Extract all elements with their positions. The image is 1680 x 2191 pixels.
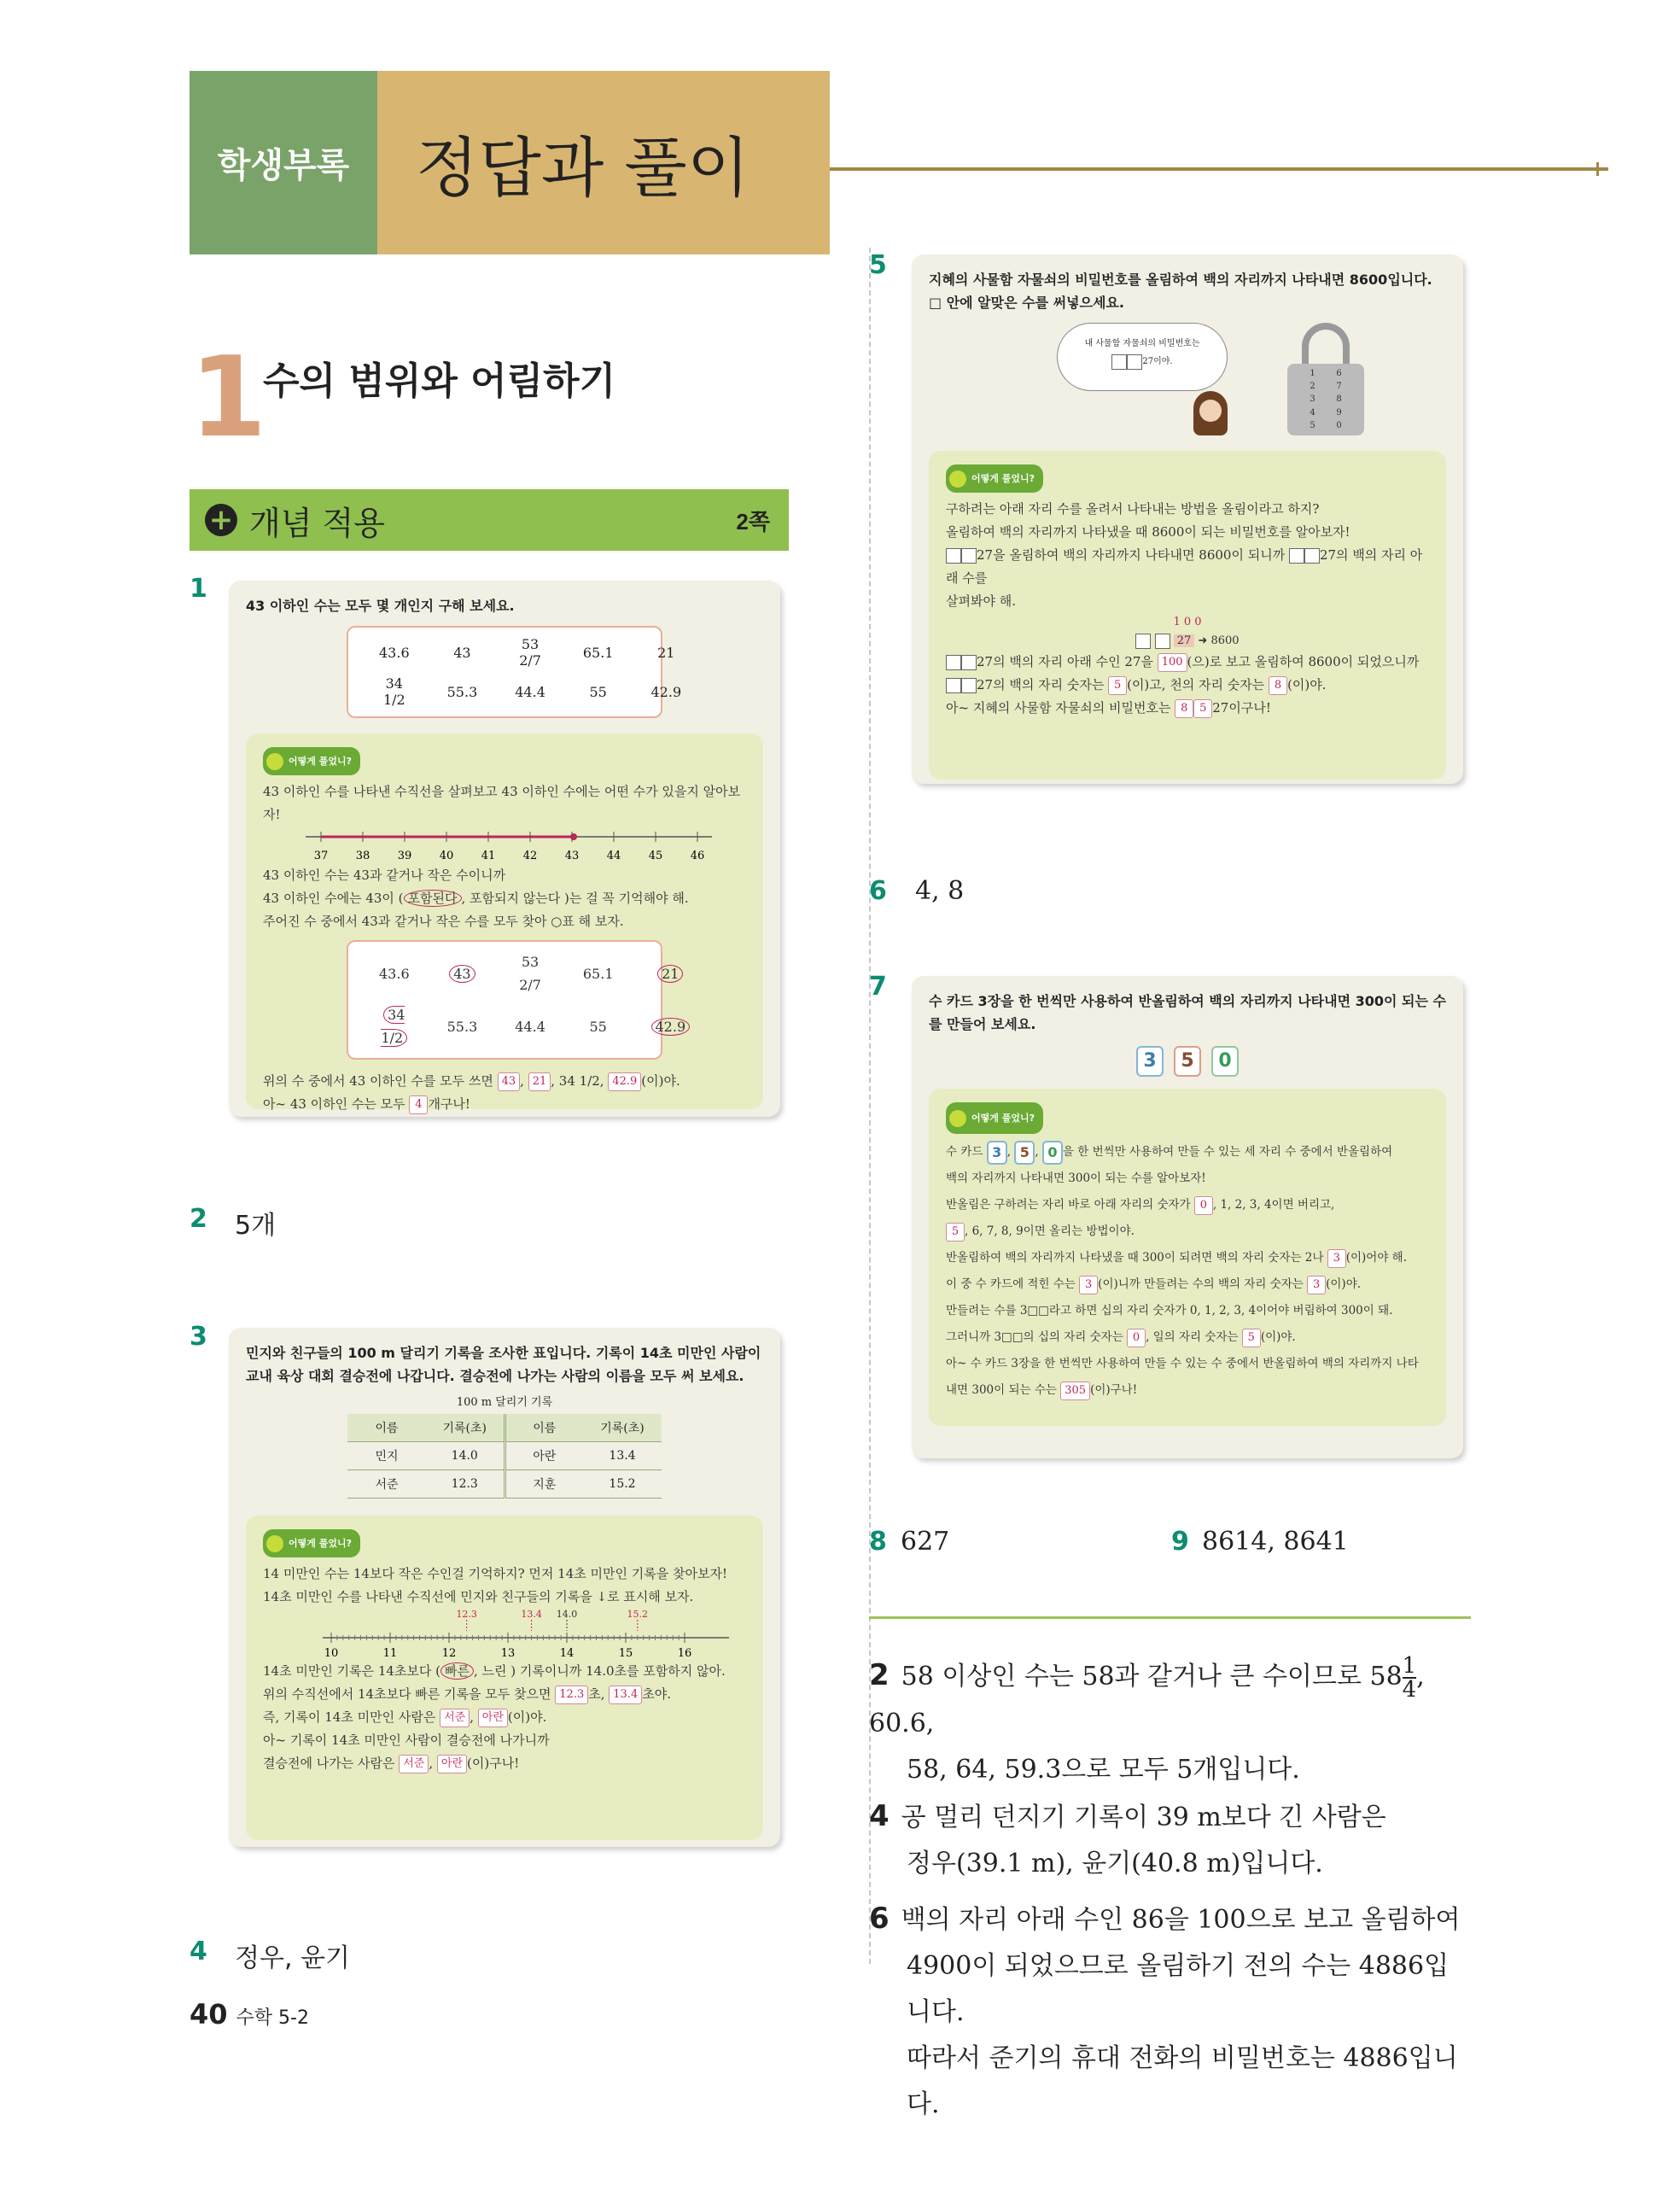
q1-value: 53 2/7 [519, 636, 541, 669]
q5-how-h6: 27의 백의 자리 숫자는 5 (이)고, 천의 자리 숫자는 8 (이)야. [946, 674, 1429, 697]
apple-icon [949, 470, 966, 488]
q9-number: 9 [1171, 1527, 1189, 1557]
solution-4-line2: 정우(39.1 m), 윤기(40.8 m)입니다. [907, 1849, 1323, 1878]
table-header: 이름 [505, 1414, 583, 1442]
tick-label: 46 [690, 850, 705, 862]
q1-value: 34 1/2 [382, 675, 405, 708]
q3-how-h4: 위의 수직선에서 14초보다 빠른 기록을 모두 찾으면 12.3 초, 13.4 초야. [263, 1683, 746, 1706]
how-badge: 어떻게 풀었니? [946, 464, 1043, 493]
record-mark-label: 12.3 [456, 1609, 477, 1620]
q7-how-panel [929, 1089, 1446, 1426]
tick-label: 11 [382, 1647, 398, 1660]
circled-answer: 빠른 [440, 1662, 474, 1680]
q7-how-h7: 만들려는 수를 3□□라고 하면 십의 자리 숫자가 0, 1, 2, 3, 4이어야 버림하여 300이 돼. [946, 1304, 1393, 1318]
answer-box: 3 [1079, 1276, 1098, 1294]
answer-box: 0 [1194, 1196, 1213, 1215]
answer-box: 4 [409, 1096, 428, 1114]
answer-box: 5 [1193, 699, 1212, 718]
q3-how-panel [246, 1516, 763, 1840]
q5-illustration [929, 314, 1446, 451]
q1-how-l4: 위의 수 중에서 43 이하인 수를 모두 쓰면 43 , 21 , 34 1/2, 42.9 (이)야. [263, 1070, 746, 1093]
answer-box: 100 [1158, 653, 1187, 672]
answer-box: 5 [946, 1223, 965, 1242]
table-header: 이름 [347, 1414, 426, 1442]
speech-bubble: 내 사물함 자물쇠의 비밀번호는 27이야. [1057, 323, 1228, 391]
q3-how-h1: 14 미만인 수는 14보다 작은 수인걸 기억하지? 먼저 14초 미만인 기록을 찾아보자! [263, 1566, 727, 1581]
tick-label: 45 [648, 850, 663, 862]
q1-how-panel [246, 733, 763, 1112]
q1-how-l2: 43 이하인 수에는 43이 ( 포함된다 , 포함되지 않는다 )는 걸 꼭 기억해야 해. [263, 891, 689, 906]
q5-card [912, 254, 1463, 784]
number-line-svg [306, 827, 715, 864]
q1-value: 53 2/7 [519, 954, 541, 993]
section-title: 개념 적용 [249, 504, 385, 542]
tick-label: 10 [324, 1647, 339, 1660]
page-title: 정답과 풀이 [377, 71, 830, 254]
record-mark-label: 13.4 [521, 1609, 542, 1620]
girl-icon [1193, 391, 1228, 435]
q7-how-h3: 반올림은 구하려는 자리 바로 아래 자리의 숫자가 0 , 1, 2, 3, 4이면 버리고, [946, 1192, 1429, 1218]
q8-answer: 627 [901, 1527, 950, 1557]
q1-value: 43 [453, 644, 471, 661]
q5-how-h3: 27을 올림하여 백의 자리까지 나타내면 8600이 되니까 27의 백의 자리 아래 수를 [946, 547, 1423, 586]
q1-value: 55.3 [446, 683, 478, 700]
lock-icon: 1 6 2 7 3 8 4 9 5 0 [1287, 323, 1364, 434]
tick-label: 37 [313, 850, 329, 862]
q8-number: 8 [869, 1527, 887, 1557]
tick-label: 43 [564, 850, 580, 862]
solution-6: 6 백의 자리 아래 수인 86을 100으로 보고 올림하여 [869, 1902, 1461, 1936]
number-card: 5 [1174, 1046, 1201, 1077]
q3-number-line [263, 1609, 746, 1660]
supplement-badge: 학생부록 [190, 71, 377, 254]
solution-divider [869, 1616, 1471, 1619]
table-row: 서준 12.3 지훈 15.2 [347, 1470, 662, 1499]
solution-6-line2: 4900이 되었으므로 올림하기 전의 수는 4886입니다. [907, 1951, 1450, 2027]
q3-question: 민지와 친구들의 100 m 달리기 기록을 조사한 표입니다. 기록이 14초 미만인 사람이 교내 육상 대회 결승전에 나갑니다. 결승전에 나가는 사람의 이름을 모두 써 보세요. [246, 1345, 761, 1384]
q7-cards [929, 1046, 1446, 1077]
tick-label: 16 [677, 1647, 692, 1660]
tick-label: 41 [481, 850, 496, 862]
record-mark-label: 15.2 [627, 1609, 649, 1620]
q3-number: 3 [190, 1322, 207, 1352]
answer-box: 서준 [440, 1709, 470, 1727]
section-page-ref: 2쪽 [736, 508, 770, 535]
q1-value: 42.9 [650, 683, 682, 700]
solution-4: 4 공 멀리 던지기 기록이 39 m보다 긴 사람은 [869, 1799, 1386, 1833]
q7-how-h6: 이 중 수 카드에 적힌 수는 3 (이)니까 만들려는 수의 백의 자리 숫자는 3 (이)야. [946, 1271, 1429, 1298]
q7-how-h9: 아~ 수 카드 3장을 한 번씩만 사용하여 만들 수 있는 수 중에서 반올림하여 백의 자리까지 나타 [946, 1357, 1419, 1370]
q7-how-h2: 백의 자리까지 나타내면 300이 되는 수를 알아보자! [946, 1171, 1206, 1185]
answer-box: 아란 [478, 1709, 508, 1727]
answer-box: 0 [1127, 1329, 1146, 1347]
q7-how-h5: 반올림하여 백의 자리까지 나타냈을 때 300이 되려면 백의 자리 숫자는 2나 3 (이)어야 해. [946, 1245, 1429, 1271]
answer-box: 13.4 [609, 1686, 642, 1704]
how-label: 어떻게 풀었니? [289, 756, 352, 767]
q7-card [912, 976, 1463, 1458]
q7-number: 7 [869, 972, 887, 1002]
q1-number-line [263, 827, 746, 864]
answer-box: 3 [1327, 1249, 1346, 1268]
answer-box: 12.3 [555, 1686, 588, 1704]
q1-how-l5: 아~ 43 이하인 수는 모두 4 개구나! [263, 1093, 746, 1116]
tick-label: 40 [439, 850, 454, 862]
q2-answer: 5개 [235, 1211, 277, 1241]
tick-label: 12 [441, 1647, 457, 1660]
blank-box [1111, 354, 1127, 370]
chapter-title: 수의 범위와 어림하기 [263, 359, 616, 403]
q1-value: 44.4 [515, 683, 545, 700]
tick-label: 14 [559, 1647, 575, 1660]
q1-value: 43.6 [379, 965, 410, 982]
answer-box: 43 [498, 1072, 521, 1091]
q1-question: 43 이하인 수는 모두 몇 개인지 구해 보세요. [246, 598, 515, 614]
q3-how-h5: 즉, 기록이 14초 미만인 사람은 서준 , 아란 (이)야. [263, 1706, 746, 1729]
q5-number: 5 [869, 250, 887, 280]
q7-question: 수 카드 3장을 한 번씩만 사용하여 반올림하여 백의 자리까지 나타내면 300이 되는 수를 만들어 보세요. [929, 993, 1446, 1032]
plus-icon: + [205, 504, 237, 536]
chapter-number: 1 [190, 332, 267, 462]
q3-how-h3: 14초 미만인 기록은 14초보다 ( 빠른 , 느린 ) 기록이니까 14.0초를 포함하지 않아. [263, 1663, 726, 1679]
q5-how-h2: 올림하여 백의 자리까지 나타냈을 때 8600이 되는 비밀번호를 알아보자! [946, 524, 1350, 540]
answer-box: 서준 [399, 1755, 429, 1773]
record-mark-label: 14.0 [556, 1609, 578, 1620]
tick-label: 38 [355, 850, 370, 862]
q4-number: 4 [190, 1937, 207, 1966]
q1-number-box [347, 626, 682, 718]
table-row: 민지 14.0 아란 13.4 [347, 1442, 662, 1470]
how-badge: 어떻게 풀었니? [946, 1102, 1043, 1134]
q1-number: 1 [190, 574, 207, 604]
number-card: 0 [1211, 1046, 1239, 1077]
header-rule-tick [1596, 162, 1599, 176]
q3-how-h7: 결승전에 나가는 사람은 서준 , 아란 (이)구나! [263, 1752, 746, 1775]
tick-label: 42 [522, 850, 538, 862]
rounding-diagram: 1 0 0 27 ➜ 8600 [946, 613, 1429, 651]
q1-card [229, 581, 780, 1117]
table-caption: 100 m 달리기 기록 [456, 1396, 553, 1409]
apple-icon [266, 1535, 283, 1552]
section-bar [190, 489, 789, 551]
circled-value: 43 [449, 965, 475, 983]
header-rule [830, 167, 1608, 171]
q7-how-h8: 그러니까 3□□의 십의 자리 숫자는 0 , 일의 자리 숫자는 5 (이)야. [946, 1324, 1429, 1351]
q1-number-box-circled [347, 940, 686, 1060]
q5-question: 지혜의 사물함 자물쇠의 비밀번호를 올림하여 백의 자리까지 나타내면 8600입니다. □ 안에 알맞은 수를 써넣으세요. [929, 272, 1432, 311]
answer-box: 아란 [437, 1755, 467, 1773]
q6-number: 6 [869, 876, 887, 906]
q1-how-l1: 43 이하인 수는 43과 같거나 작은 수이니까 [263, 868, 506, 883]
tick-label: 44 [606, 850, 621, 862]
answer-box: 5 [1242, 1329, 1261, 1347]
answer-box: 21 [528, 1072, 551, 1091]
tick-label: 39 [397, 850, 412, 862]
q5-how-h4: 살펴봐야 해. [946, 593, 1016, 609]
q9-answer: 8614, 8641 [1202, 1527, 1349, 1557]
number-line-svg [323, 1609, 732, 1660]
q1-value: 65.1 [582, 644, 614, 661]
q5-how-h1: 구하려는 아래 자리 수를 올려서 나타내는 방법을 올림이라고 하지? [946, 501, 1320, 517]
q3-card [229, 1328, 780, 1847]
page-number: 40 [190, 1998, 228, 2030]
tick-label: 13 [500, 1647, 516, 1660]
answer-text: 34 1/2 [558, 1073, 600, 1089]
q1-value: 65.1 [582, 965, 614, 982]
q1-how-l3: 주어진 수 중에서 43과 같거나 작은 수를 모두 찾아 ○표 해 보자. [263, 914, 624, 929]
tick-label: 15 [618, 1647, 633, 1660]
q5-how-h7: 아~ 지혜의 사물함 자물쇠의 비밀번호는 8 5 27이구나! [946, 697, 1429, 720]
q5-how-panel [929, 451, 1446, 780]
solution-6-line3: 따라서 준기의 휴대 전화의 비밀번호는 4886입니다. [907, 2043, 1458, 2119]
blank-box [1127, 354, 1142, 370]
q6-answer: 4, 8 [915, 876, 965, 906]
q7-how-h4: 5 , 6, 7, 8, 9이면 올리는 방법이야. [946, 1218, 1429, 1245]
q1-value: 44.4 [515, 1018, 545, 1035]
answer-box: 8 [1175, 699, 1193, 718]
solutions [869, 1652, 1471, 2128]
apple-icon [266, 753, 283, 770]
table-header: 기록(초) [426, 1414, 505, 1442]
q7-how-h1: 수 카드 3 , 5 , 0 을 한 번씩만 사용하여 만들 수 있는 세 자리 수 중에서 반올림하여 [946, 1139, 1429, 1166]
answer-box: 8 [1269, 676, 1287, 695]
circled-value: 21 [657, 965, 683, 983]
book-title: 수학 5-2 [236, 2007, 309, 2029]
solution-2: 2 58 이상인 수는 58과 같거나 큰 수이므로 58 $\frac{1}{4}$ , 60.6, [869, 1653, 1425, 1738]
answer-box: 3 [1307, 1276, 1326, 1294]
circled-value: 34 1/2 [381, 1006, 407, 1047]
answer-box: 42.9 [608, 1072, 641, 1091]
number-card: 3 [1136, 1046, 1164, 1077]
q1-value: 55 [589, 1018, 607, 1035]
q1-value: 55.3 [446, 1018, 478, 1035]
q3-record-table [347, 1414, 662, 1499]
table-header: 기록(초) [583, 1414, 662, 1442]
how-badge [263, 747, 360, 775]
q5-how-h5: 27의 백의 자리 아래 수인 27을 100 (으)로 보고 올림하여 8600이 되었으니까 [946, 651, 1429, 674]
q2-number: 2 [190, 1204, 207, 1234]
q1-value: 21 [657, 644, 675, 661]
q1-value: 55 [589, 683, 607, 700]
circled-answer: 포함된다 [404, 890, 462, 907]
q1-how-intro: 43 이하인 수를 나타낸 수직선을 살펴보고 43 이하인 수에는 어떤 수가 있을지 알아보자! [263, 784, 741, 822]
q3-how-h2: 14초 미만인 수를 나타낸 수직선에 민지와 친구들의 기록을 ↓로 표시해 보자. [263, 1589, 694, 1604]
q1-value: 43.6 [379, 644, 410, 661]
how-badge: 어떻게 풀었니? [263, 1529, 360, 1557]
arrow-right-icon: ➜ [1198, 634, 1208, 647]
page-footer [190, 1998, 309, 2030]
solution-2-line2: 58, 64, 59.3으로 모두 5개입니다. [907, 1755, 1300, 1785]
answer-box: 5 [1108, 676, 1127, 695]
q4-answer: 정우, 윤기 [235, 1943, 350, 1973]
answer-box: 305 [1060, 1382, 1090, 1400]
circled-value: 42.9 [651, 1018, 691, 1036]
q3-how-h6: 아~ 기록이 14초 미만인 사람이 결승전에 나가니까 [263, 1732, 550, 1748]
q7-how-h10: 내면 300이 되는 수는 305 (이)구나! [946, 1377, 1429, 1404]
apple-icon [949, 1110, 966, 1127]
